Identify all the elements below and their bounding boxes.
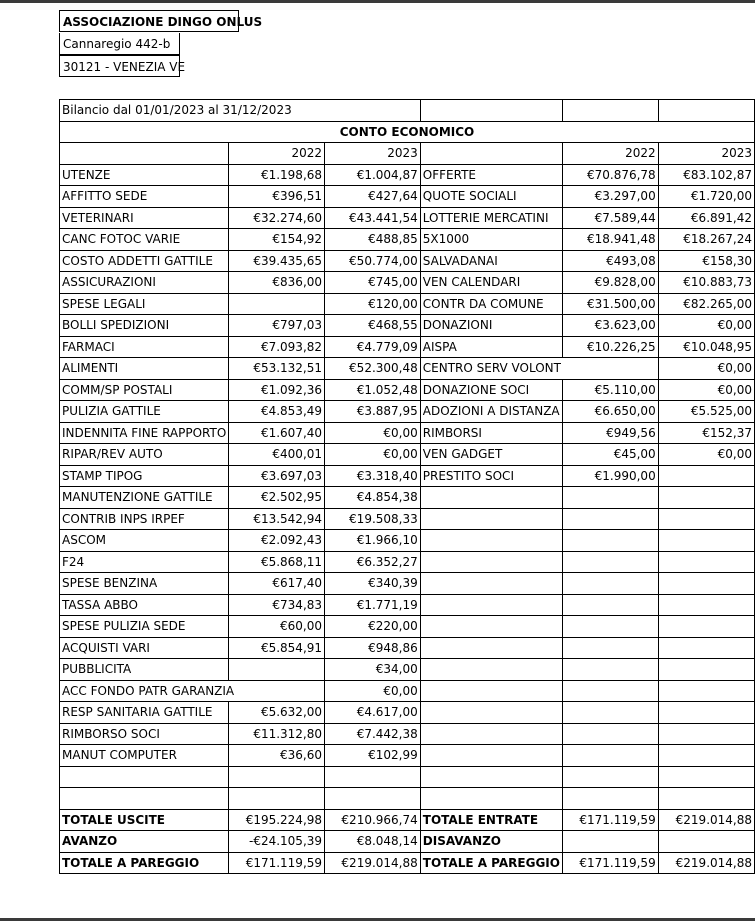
- expense-label: [60, 766, 229, 788]
- expense-value-2022: €5.854,91: [229, 637, 325, 659]
- expense-value-2023: €427,64: [325, 186, 421, 208]
- expense-value-2022: €195.224,98: [229, 809, 325, 831]
- expense-value-2022: -€24.105,39: [229, 831, 325, 853]
- income-label: OFFERTE: [420, 164, 562, 186]
- expense-value-2023: €120,00: [325, 293, 421, 315]
- income-value-2022: €171.119,59: [562, 852, 658, 874]
- expense-label: TOTALE USCITE: [60, 809, 229, 831]
- income-value-2023: €0,00: [658, 358, 754, 380]
- income-value-2022: [562, 573, 658, 595]
- income-value-2023: [658, 487, 754, 509]
- table-row: [60, 207, 755, 229]
- income-value-2023: [658, 465, 754, 487]
- income-value-2022: €7.589,44: [562, 207, 658, 229]
- income-value-2023: [658, 637, 754, 659]
- empty-cell: [658, 100, 754, 122]
- expense-label: ASCOM: [60, 530, 229, 552]
- expense-value-2023: €34,00: [325, 659, 421, 681]
- expense-value-2022: €36,60: [229, 745, 325, 767]
- expense-value-2022: €4.853,49: [229, 401, 325, 423]
- income-value-2023: [658, 745, 754, 767]
- income-value-2022: [562, 530, 658, 552]
- income-value-2023: [658, 831, 754, 853]
- expense-value-2023: €1.004,87: [325, 164, 421, 186]
- income-value-2022: €10.226,25: [562, 336, 658, 358]
- expense-label: PUBBLICITA: [60, 659, 229, 681]
- income-value-2023: €6.891,42: [658, 207, 754, 229]
- expense-value-2023: €4.617,00: [325, 702, 421, 724]
- table-row: [60, 573, 755, 595]
- expense-label: COSTO ADDETTI GATTILE: [60, 250, 229, 272]
- org-city: 30121 - VENEZIA VE: [59, 55, 180, 77]
- expense-value-2023: €219.014,88: [325, 852, 421, 874]
- expense-value-2022: €13.542,94: [229, 508, 325, 530]
- income-label: ADOZIONI A DISTANZA: [420, 401, 562, 423]
- income-label: [420, 637, 562, 659]
- income-label: SALVADANAI: [420, 250, 562, 272]
- income-label: TOTALE A PAREGGIO: [420, 852, 562, 874]
- income-value-2023: [658, 723, 754, 745]
- expense-value-2022: €32.274,60: [229, 207, 325, 229]
- income-value-2022: €3.623,00: [562, 315, 658, 337]
- income-value-2023: €5.525,00: [658, 401, 754, 423]
- table-row: [60, 487, 755, 509]
- expense-value-2023: €340,39: [325, 573, 421, 595]
- section-title-row: [60, 121, 755, 143]
- income-value-2022: [562, 745, 658, 767]
- income-value-2023: €158,30: [658, 250, 754, 272]
- expense-value-2022: €396,51: [229, 186, 325, 208]
- income-label: QUOTE SOCIALI: [420, 186, 562, 208]
- table-row: [60, 745, 755, 767]
- income-label: VEN CALENDARI: [420, 272, 562, 294]
- income-value-2022: [562, 508, 658, 530]
- table-row: [60, 250, 755, 272]
- income-value-2023: [658, 594, 754, 616]
- expense-label: FARMACI: [60, 336, 229, 358]
- income-value-2022: [562, 487, 658, 509]
- income-value-2022: [562, 659, 658, 681]
- income-value-2022: [562, 788, 658, 810]
- expense-value-2022: €3.697,03: [229, 465, 325, 487]
- expense-label: INDENNITA FINE RAPPORTO: [60, 422, 229, 444]
- section-title: CONTO ECONOMICO: [60, 121, 755, 143]
- table-row: [60, 594, 755, 616]
- income-value-2023: [658, 788, 754, 810]
- expense-value-2023: €50.774,00: [325, 250, 421, 272]
- expense-label: SPESE BENZINA: [60, 573, 229, 595]
- income-label: [420, 745, 562, 767]
- expense-value-2023: €52.300,48: [325, 358, 421, 380]
- table-row: [60, 422, 755, 444]
- expense-value-2023: €1.771,19: [325, 594, 421, 616]
- income-label: CONTR DA COMUNE: [420, 293, 562, 315]
- table-row: [60, 659, 755, 681]
- income-value-2023: [658, 551, 754, 573]
- income-label: DONAZIONE SOCI: [420, 379, 562, 401]
- income-value-2022: €70.876,78: [562, 164, 658, 186]
- totals-row: [60, 831, 755, 853]
- income-label: [420, 723, 562, 745]
- expense-value-2022: €734,83: [229, 594, 325, 616]
- year-header-income-2022: 2022: [562, 143, 658, 165]
- expense-label: ACQUISTI VARI: [60, 637, 229, 659]
- expense-value-2022: €400,01: [229, 444, 325, 466]
- expense-value-2023: [325, 766, 421, 788]
- income-value-2023: [658, 573, 754, 595]
- income-value-2022: [562, 594, 658, 616]
- org-address: Cannaregio 442-b: [59, 33, 180, 55]
- expense-value-2023: €4.779,09: [325, 336, 421, 358]
- expense-value-2022: €2.502,95: [229, 487, 325, 509]
- income-value-2022: €949,56: [562, 422, 658, 444]
- table-row: [60, 551, 755, 573]
- expense-value-2022: €53.132,51: [229, 358, 325, 380]
- table-row: [60, 401, 755, 423]
- income-value-2022: €18.941,48: [562, 229, 658, 251]
- table-row: [60, 530, 755, 552]
- income-value-2022: [562, 702, 658, 724]
- income-value-2023: €10.048,95: [658, 336, 754, 358]
- table-row: [60, 272, 755, 294]
- expense-value-2022: [229, 659, 325, 681]
- expense-value-2022: €39.435,65: [229, 250, 325, 272]
- expense-value-2023: €0,00: [325, 444, 421, 466]
- income-value-2022: €45,00: [562, 444, 658, 466]
- expense-value-2023: €1.966,10: [325, 530, 421, 552]
- table-row: [60, 186, 755, 208]
- income-value-2023: €0,00: [658, 444, 754, 466]
- income-label: RIMBORSI: [420, 422, 562, 444]
- expense-value-2022: €797,03: [229, 315, 325, 337]
- income-label: [420, 680, 562, 702]
- table-row: [60, 229, 755, 251]
- income-value-2022: [562, 831, 658, 853]
- table-row: [60, 616, 755, 638]
- totals-row: [60, 852, 755, 874]
- expense-value-2022: [229, 293, 325, 315]
- income-label: [420, 508, 562, 530]
- table-row: [60, 315, 755, 337]
- expense-label: RIMBORSO SOCI: [60, 723, 229, 745]
- income-value-2023: €219.014,88: [658, 809, 754, 831]
- expense-label: [60, 788, 229, 810]
- period-label: Bilancio dal 01/01/2023 al 31/12/2023: [60, 100, 421, 122]
- empty-cell: [420, 100, 562, 122]
- table-row: [60, 766, 755, 788]
- income-label: [420, 551, 562, 573]
- income-label: [420, 530, 562, 552]
- expense-value-2022: €5.632,00: [229, 702, 325, 724]
- income-value-2022: [562, 680, 658, 702]
- expense-label: RIPAR/REV AUTO: [60, 444, 229, 466]
- expense-value-2022: [229, 788, 325, 810]
- expense-label: VETERINARI: [60, 207, 229, 229]
- income-value-2022: [562, 766, 658, 788]
- expense-value-2023: €0,00: [325, 680, 421, 702]
- income-label: AISPA: [420, 336, 562, 358]
- expense-value-2023: €210.966,74: [325, 809, 421, 831]
- income-value-2022: [562, 723, 658, 745]
- income-value-2023: [658, 508, 754, 530]
- period-row: [60, 100, 755, 122]
- expense-value-2023: €220,00: [325, 616, 421, 638]
- expense-value-2022: €1.607,40: [229, 422, 325, 444]
- income-label: [420, 616, 562, 638]
- income-value-2023: [658, 766, 754, 788]
- table-row: [60, 723, 755, 745]
- expense-value-2022: €171.119,59: [229, 852, 325, 874]
- expense-value-2023: €1.052,48: [325, 379, 421, 401]
- empty-cell: [420, 143, 562, 165]
- expense-value-2023: €468,55: [325, 315, 421, 337]
- expense-value-2023: €102,99: [325, 745, 421, 767]
- table-row: [60, 336, 755, 358]
- expense-value-2023: €0,00: [325, 422, 421, 444]
- table-row: [60, 702, 755, 724]
- expense-value-2023: €7.442,38: [325, 723, 421, 745]
- income-value-2023: €0,00: [658, 315, 754, 337]
- income-value-2023: [658, 530, 754, 552]
- expense-label: F24: [60, 551, 229, 573]
- expense-label: PULIZIA GATTILE: [60, 401, 229, 423]
- expense-value-2022: €836,00: [229, 272, 325, 294]
- window-top-border: [0, 0, 755, 3]
- expense-value-2023: €4.854,38: [325, 487, 421, 509]
- empty-cell: [562, 100, 658, 122]
- income-label: VEN GADGET: [420, 444, 562, 466]
- expense-label: SPESE PULIZIA SEDE: [60, 616, 229, 638]
- table-row: [60, 788, 755, 810]
- table-row: [60, 164, 755, 186]
- income-value-2023: €10.883,73: [658, 272, 754, 294]
- year-header-income-2023: 2023: [658, 143, 754, 165]
- table-row: [60, 637, 755, 659]
- income-label: LOTTERIE MERCATINI: [420, 207, 562, 229]
- expense-label: ACC FONDO PATR GARANZIA: [60, 680, 325, 702]
- income-value-2022: [562, 616, 658, 638]
- expense-value-2023: €3.887,95: [325, 401, 421, 423]
- income-label: [420, 573, 562, 595]
- expense-value-2023: €43.441,54: [325, 207, 421, 229]
- income-value-2023: €0,00: [658, 379, 754, 401]
- expense-label: COMM/SP POSTALI: [60, 379, 229, 401]
- income-value-2022: €6.650,00: [562, 401, 658, 423]
- income-value-2022: [562, 551, 658, 573]
- income-value-2022: [562, 637, 658, 659]
- financial-statement-table: [59, 99, 755, 874]
- expense-value-2022: €5.868,11: [229, 551, 325, 573]
- org-name: ASSOCIAZIONE DINGO ONLUS: [59, 10, 239, 32]
- expense-value-2023: €745,00: [325, 272, 421, 294]
- expense-label: SPESE LEGALI: [60, 293, 229, 315]
- expense-value-2022: €1.092,36: [229, 379, 325, 401]
- income-value-2023: [658, 616, 754, 638]
- income-label: [420, 487, 562, 509]
- totals-row: [60, 809, 755, 831]
- income-value-2022: €1.990,00: [562, 465, 658, 487]
- table-row: [60, 465, 755, 487]
- table-row: [60, 379, 755, 401]
- expense-value-2022: €11.312,80: [229, 723, 325, 745]
- income-label: [420, 594, 562, 616]
- expense-label: RESP SANITARIA GATTILE: [60, 702, 229, 724]
- income-label: [420, 702, 562, 724]
- expense-value-2022: [229, 766, 325, 788]
- table-row: [60, 358, 755, 380]
- income-value-2022: €3.297,00: [562, 186, 658, 208]
- income-value-2022: €493,08: [562, 250, 658, 272]
- income-value-2022: €9.828,00: [562, 272, 658, 294]
- income-value-2023: €219.014,88: [658, 852, 754, 874]
- table-row: [60, 444, 755, 466]
- expense-label: CANC FOTOC VARIE: [60, 229, 229, 251]
- year-header-expenses-2022: 2022: [229, 143, 325, 165]
- expense-value-2022: €154,92: [229, 229, 325, 251]
- income-value-2022: €171.119,59: [562, 809, 658, 831]
- expense-label: BOLLI SPEDIZIONI: [60, 315, 229, 337]
- expense-value-2023: €8.048,14: [325, 831, 421, 853]
- expense-value-2023: [325, 788, 421, 810]
- expense-value-2022: €60,00: [229, 616, 325, 638]
- year-header-row: [60, 143, 755, 165]
- table-row: [60, 508, 755, 530]
- income-label: [420, 659, 562, 681]
- income-label: TOTALE ENTRATE: [420, 809, 562, 831]
- income-value-2023: €1.720,00: [658, 186, 754, 208]
- table-row: [60, 680, 755, 702]
- expense-label: MANUTENZIONE GATTILE: [60, 487, 229, 509]
- expense-value-2023: €488,85: [325, 229, 421, 251]
- income-value-2023: €18.267,24: [658, 229, 754, 251]
- income-label: CENTRO SERV VOLONT: [420, 358, 658, 380]
- income-label: DONAZIONI: [420, 315, 562, 337]
- income-value-2022: €5.110,00: [562, 379, 658, 401]
- income-label: [420, 788, 562, 810]
- expense-label: CONTRIB INPS IRPEF: [60, 508, 229, 530]
- expense-label: AVANZO: [60, 831, 229, 853]
- expense-value-2022: €2.092,43: [229, 530, 325, 552]
- expense-value-2023: €6.352,27: [325, 551, 421, 573]
- income-label: DISAVANZO: [420, 831, 562, 853]
- income-value-2022: €31.500,00: [562, 293, 658, 315]
- expense-value-2023: €3.318,40: [325, 465, 421, 487]
- income-value-2023: [658, 680, 754, 702]
- year-header-expenses-2023: 2023: [325, 143, 421, 165]
- expense-value-2022: €617,40: [229, 573, 325, 595]
- income-label: [420, 766, 562, 788]
- expense-value-2022: €7.093,82: [229, 336, 325, 358]
- expense-label: ALIMENTI: [60, 358, 229, 380]
- income-value-2023: €82.265,00: [658, 293, 754, 315]
- expense-label: STAMP TIPOG: [60, 465, 229, 487]
- expense-label: UTENZE: [60, 164, 229, 186]
- income-value-2023: [658, 702, 754, 724]
- expense-label: TASSA ABBO: [60, 594, 229, 616]
- expense-label: ASSICURAZIONI: [60, 272, 229, 294]
- expense-value-2023: €19.508,33: [325, 508, 421, 530]
- income-label: PRESTITO SOCI: [420, 465, 562, 487]
- table-row: [60, 293, 755, 315]
- empty-cell: [60, 143, 229, 165]
- income-label: 5X1000: [420, 229, 562, 251]
- income-value-2023: €83.102,87: [658, 164, 754, 186]
- income-value-2023: €152,37: [658, 422, 754, 444]
- expense-value-2023: €948,86: [325, 637, 421, 659]
- income-value-2023: [658, 659, 754, 681]
- expense-label: MANUT COMPUTER: [60, 745, 229, 767]
- expense-label: AFFITTO SEDE: [60, 186, 229, 208]
- expense-value-2022: €1.198,68: [229, 164, 325, 186]
- expense-label: TOTALE A PAREGGIO: [60, 852, 229, 874]
